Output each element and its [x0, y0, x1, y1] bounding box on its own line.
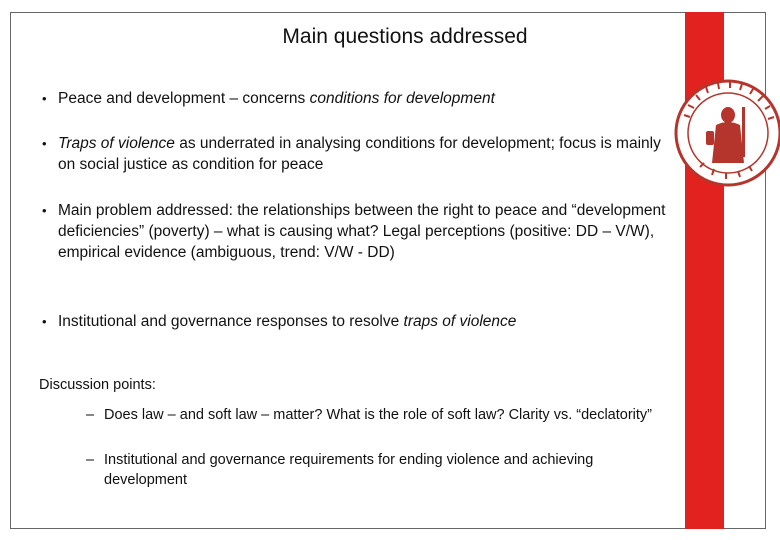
page-title: Main questions addressed [282, 25, 528, 48]
discussion-item [86, 405, 674, 425]
bullet-item [42, 88, 668, 109]
bullet-dot-icon: • [42, 91, 47, 106]
university-seal-icon [670, 75, 780, 191]
discussion-heading: Discussion points: [39, 377, 156, 393]
bullet-item [42, 133, 668, 175]
bullet-emphasis: conditions for development [309, 90, 495, 107]
bullet-text: as underrated in analysing conditions for development; focus is mainly on social justice as condition for peace [58, 135, 661, 173]
dash-marker: – [86, 452, 95, 468]
bullet-dot-icon: • [42, 136, 47, 151]
bullet-item [42, 200, 668, 263]
bullet-dot-icon: • [42, 203, 47, 218]
bullet-text: Institutional and governance responses to resolve [58, 313, 404, 330]
discussion-item [86, 450, 674, 490]
bullet-item [42, 311, 668, 332]
discussion-item-text: Does law – and soft law – matter? What is the role of soft law? Clarity vs. “declatority” [104, 407, 652, 423]
discussion-item-text: Institutional and governance requirements for ending violence and achieving development [104, 452, 594, 488]
bullet-emphasis: Traps of violence [58, 135, 175, 152]
bullet-dot-icon: • [42, 314, 47, 329]
dash-marker: – [86, 407, 95, 423]
bullet-text: Main problem addressed: the relationships between the right to peace and “development deficiencies” (poverty) – what is causing what? Legal perceptions (positive: DD – V/W), empirical evidence (ambiguous, trend: V/W - DD) [58, 202, 666, 261]
bullet-emphasis: traps of violence [403, 313, 517, 330]
bullet-text: Peace and development – concerns [58, 90, 310, 107]
